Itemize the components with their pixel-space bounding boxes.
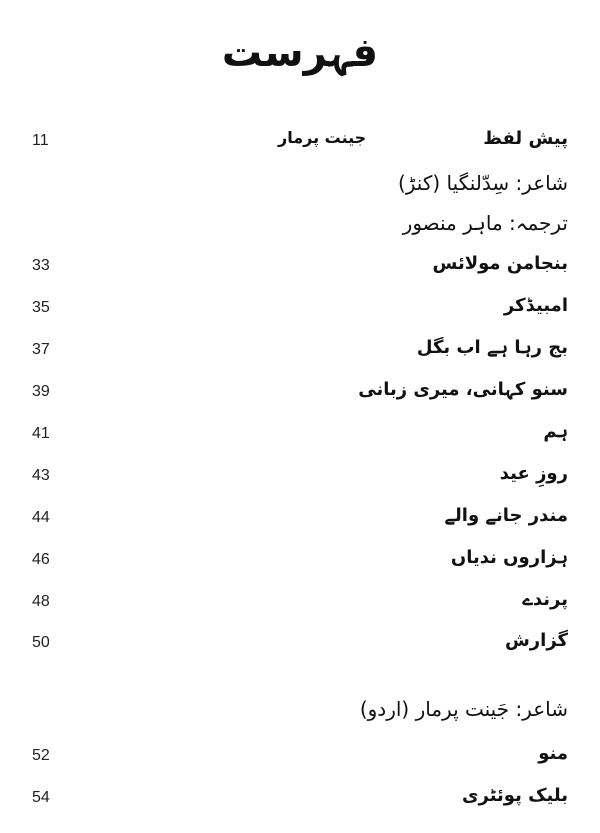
entry-title: پرندے (522, 589, 568, 610)
page-number: 37 (32, 341, 50, 358)
toc-row[interactable] (0, 785, 600, 815)
toc-row[interactable] (0, 743, 600, 773)
entry-title: بج رہا ہے اب بگل (416, 337, 568, 358)
entry-title: ہم (543, 421, 568, 442)
foreword-title: پیش لفظ (483, 128, 568, 149)
entry-title: گزارش (504, 630, 568, 651)
section2-poet: شاعر: جَینت پرمار (اردو) (359, 697, 568, 721)
page-number: 41 (32, 425, 50, 442)
entry-title: روزِ عید (499, 463, 568, 484)
page-number: 33 (32, 257, 50, 274)
entry-title: ہزاروں ندیاں (450, 547, 568, 568)
page-number: 44 (32, 509, 50, 526)
toc-row[interactable] (0, 630, 600, 660)
page-number: 39 (32, 383, 50, 400)
foreword-author: جینت پرمار (278, 128, 367, 147)
page-number: 50 (32, 634, 50, 651)
entry-title: منو (538, 743, 568, 764)
page-number: 11 (32, 132, 49, 149)
toc-row[interactable] (0, 463, 600, 493)
toc-row[interactable] (0, 379, 600, 409)
toc-row[interactable] (0, 589, 600, 619)
toc-row[interactable] (0, 253, 600, 283)
toc-row[interactable] (0, 421, 600, 451)
toc-row[interactable] (0, 295, 600, 325)
toc-row[interactable] (0, 337, 600, 367)
toc-row[interactable] (0, 547, 600, 577)
toc-row-foreword[interactable] (0, 128, 600, 158)
entry-title: بنجامن مولائس (432, 253, 568, 274)
page-number: 43 (32, 467, 50, 484)
entry-title: امبیڈکر (503, 295, 568, 316)
section1-poet: شاعر: سِدّلنگیا (کنڑ) (397, 171, 568, 195)
page-number: 35 (32, 299, 50, 316)
entry-title: مندر جانے والے (444, 505, 568, 526)
page-number: 48 (32, 593, 50, 610)
page-number: 46 (32, 551, 50, 568)
page-number: 54 (32, 789, 50, 806)
entry-title: سنو کہانی، میری زبانی (358, 379, 568, 400)
page-title: فہرست (221, 30, 379, 76)
section1-translator: ترجمہ: ماہر منصور (402, 211, 568, 235)
toc-row[interactable] (0, 505, 600, 535)
entry-title: بلیک پوئٹری (462, 785, 568, 806)
page-number: 52 (32, 747, 50, 764)
